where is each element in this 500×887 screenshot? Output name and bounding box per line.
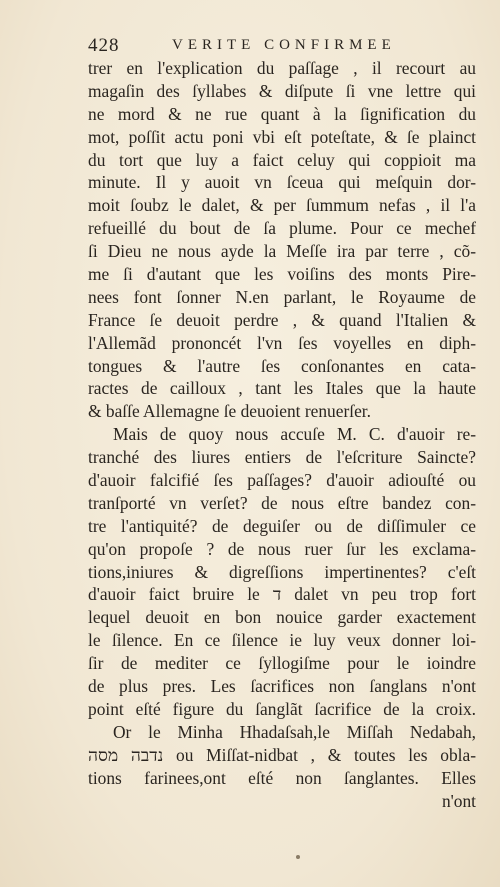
running-head: VERITE CONFIRMEE [172,37,396,53]
text-line: tranſporté vn verſet? de nous eſtre bandez con- [88,492,476,513]
text-line: du tort que luy a faict celuy qui coppioit ma [88,149,476,170]
text-line: refueillé du bout de ſa plume. Pour ce mechef [88,218,476,239]
text-line: lequel deuoit en bon nouice garder exactement [88,607,476,628]
page-header [88,35,478,57]
text-line: ne mord & ne rue quant à la ſignification du [88,103,476,124]
text-line: ractes de cailloux , tant les Itales que la haute [88,378,476,399]
text-line: trer en l'explication du paſſage , il recourt au [88,58,476,78]
page-number: 428 [88,35,120,56]
text-line: ſir de mediter ce ſyllogiſme pour le ioindre [88,653,476,674]
text-line: d'auoir falcifié ſes paſſages? d'auoir adiouſté ou [88,470,476,491]
text-line: Or le Minha Hhadaſsah,le Miſſah Nedabah, [113,721,476,742]
text-line: tongues & l'autre ſes conſonantes en cata- [88,355,476,376]
text-line: me ſi d'autant que les voiſins des monts Pire- [88,264,476,285]
text-line: נדבה מסה ou Miſſat-nidbat , & toutes les obla- [88,744,476,765]
text-line: mot, poſſit actu poni vbi eſt poteſtate, & ſe plainct [88,126,476,147]
text-line: ſi Dieu ne nous ayde la Meſſe ira par terre , cõ- [88,241,476,262]
text-line: l'Allemãd prononcét l'vn ſes voyelles en diph- [88,332,476,353]
text-line: tions farinees,ont eſté non ſanglantes. Elles [88,767,476,788]
text-line: point eſté figure du ſanglãt ſacrifice de la croix. [88,698,476,719]
text-line: Mais de quoy nous accuſe M. C. d'auoir re- [113,424,476,445]
text-line: tre l'antiquité? de deguiſer ou de diſſimuler ce [88,515,476,536]
ink-spot [296,855,300,859]
text-line: tranché des liures entiers de l'eſcriture Saincte? [88,447,476,468]
text-line: qu'on propoſe ? de nous ruer ſur les exclama- [88,538,476,559]
text-line: de plus pres. Les ſacrifices non ſanglans n'ont [88,676,476,697]
text-line: le ſilence. En ce ſilence ie luy veux donner loi- [88,630,476,651]
text-line: n'ont [441,790,476,811]
text-line: d'auoir faict bruire le ד dalet vn peu trop fort [88,584,476,605]
text-line: minute. Il y auoit vn ſceua qui meſquin dor- [88,172,476,193]
text-line: France ſe deuoit perdre , & quand l'Italien & [88,309,476,330]
body-text [88,57,476,812]
text-line: magaſin des ſyllabes & diſpute ſi vne lettre qui [88,80,476,101]
text-line: moit ſoubz le dalet, & per ſummum nefas , il l'a [88,195,476,216]
text-line: tions,iniures & digreſſions impertinentes? c'eſt [88,561,476,582]
text-line: & baſſe Allemagne ſe deuoient renuerſer. [88,401,371,422]
text-line: nees font ſonner N.en parlant, le Royaume de [88,286,476,307]
